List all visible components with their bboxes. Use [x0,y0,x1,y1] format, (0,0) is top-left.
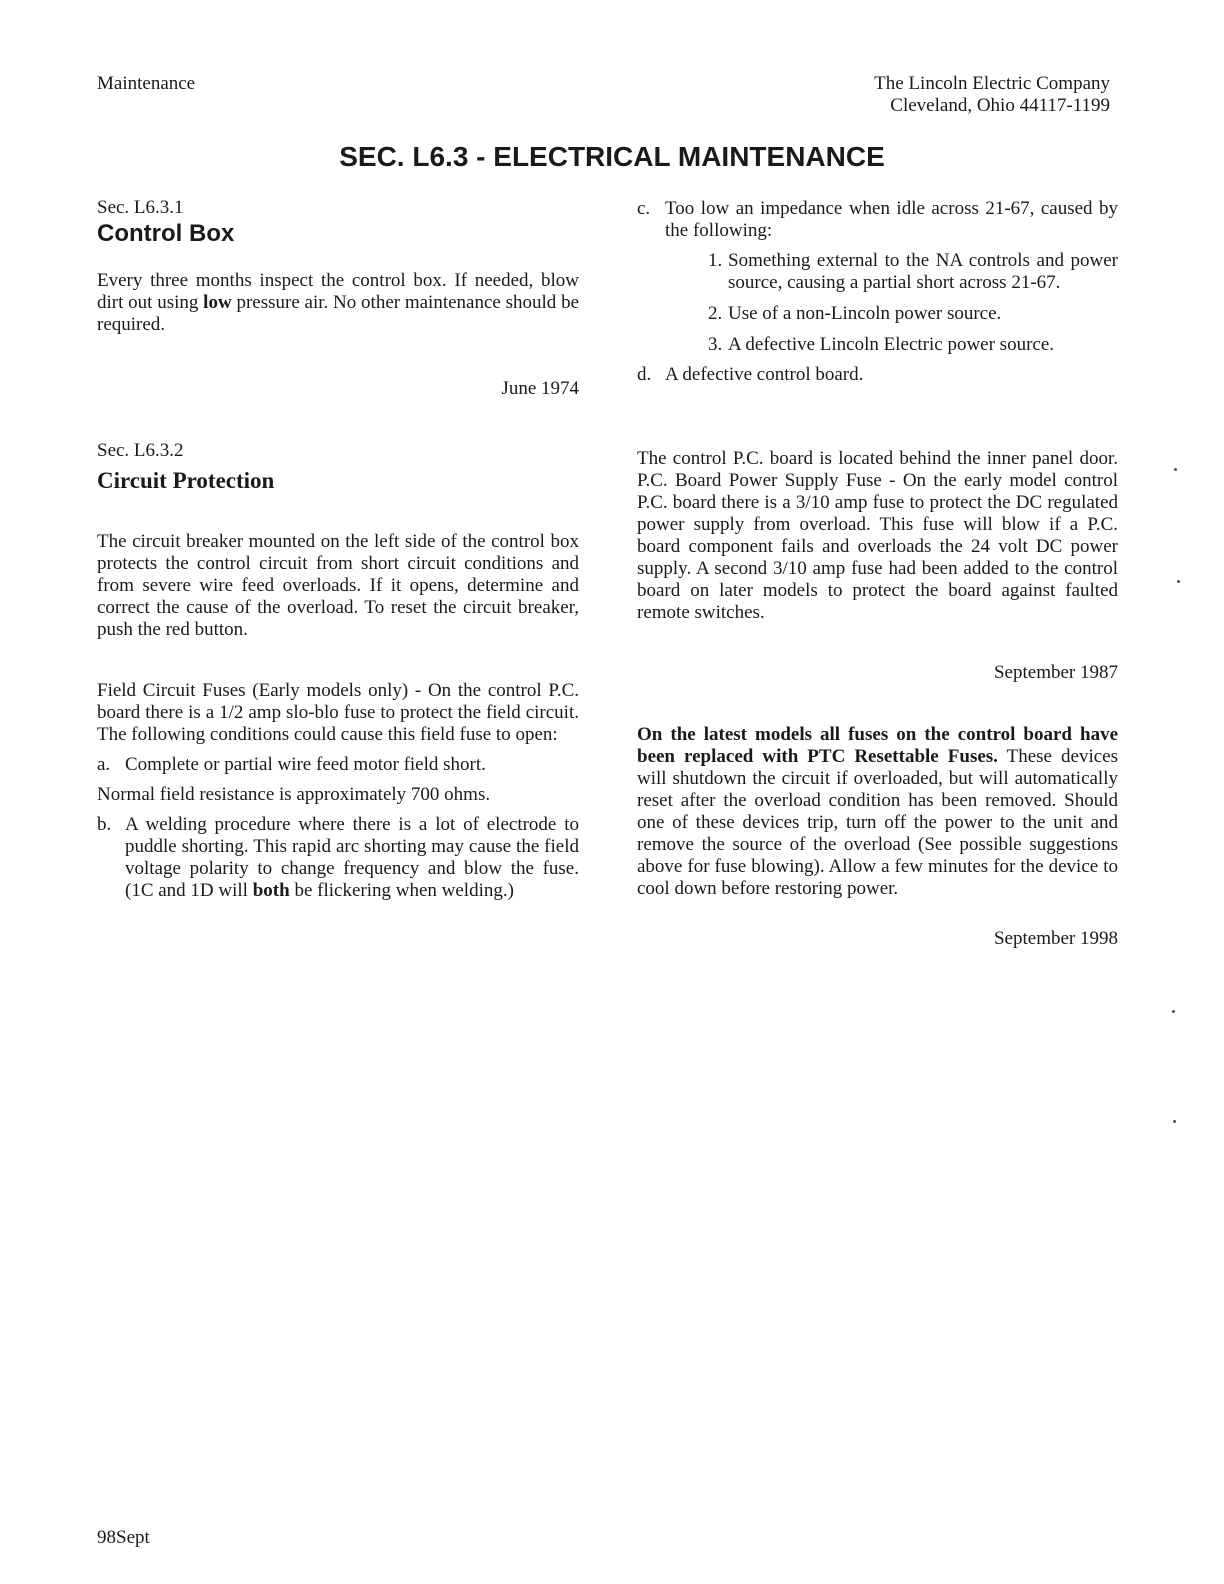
sec2-number: Sec. L6.3.2 [97,440,184,461]
sec2-paragraph-breaker: The circuit breaker mounted on the left side of the control box protects the control circuit from short circuit conditions and from severe wire feed overloads. If it opens, determine and correct the cause of the overload. To reset the circuit breaker, push the red button. [97,531,579,640]
list-text-d: A defective control board. [665,364,864,385]
list-item-a [97,754,579,776]
sec1-heading: Control Box [97,220,235,247]
list-text-a: Complete or partial wire feed motor field short. [125,754,486,775]
list-label-a: a. [97,754,111,775]
sec1-block [97,197,579,336]
scan-speck [1173,1120,1176,1123]
page-title: SEC. L6.3 - ELECTRICAL MAINTENANCE [339,141,885,172]
list-text-b-bold: both [252,880,290,901]
sublist-label-3: 3. [708,334,723,355]
ptc-fuse-bold: On the latest models all fuses on the control board have been replaced with PTC Resettable Fuses. [637,724,1118,767]
sec2-header [97,440,579,495]
field-resistance-note: Normal field resistance is approximately 700 ohms. [97,784,491,805]
sublist-label-1: 1. [708,250,723,271]
sublist-text-2: Use of a non-Lincoln power source. [728,303,1002,324]
list-text-c: Too low an impedance when idle across 21-67, caused by the following: [665,198,1118,241]
sec2-heading: Circuit Protection [97,468,275,493]
field-fuse-intro: Field Circuit Fuses (Early models only) - On the control P.C. board there is a 1/2 amp slo-blo fuse to protect the field circuit. The following conditions could cause this field fuse to open: [97,680,579,745]
header-section-label: Maintenance [97,73,196,94]
ptc-fuse-paragraph [637,724,1118,900]
sublist-text-1: Something external to the NA controls and power source, causing a partial short across 21-67. [728,250,1118,293]
list-item-b [97,814,579,902]
sublist-text-3: A defective Lincoln Electric power source. [728,334,1055,355]
sublist-item-2 [637,303,1118,325]
list-item-d [637,364,1118,386]
date-september-1987: September 1987 [993,662,1118,683]
page-footer-code: 98Sept [97,1527,150,1548]
company-name: The Lincoln Electric Company [874,73,1110,94]
right-list-block [637,198,1118,386]
sublist-item-3 [637,334,1118,356]
sec1-paragraph [97,270,579,336]
list-label-b: b. [97,814,112,835]
sec1-text-after: pressure air. No other maintenance should be required. [97,292,580,335]
date-september-1998: September 1998 [993,928,1118,949]
list-item-c [637,198,1118,242]
list-label-c: c. [637,198,651,219]
sec1-text-before: Every three months inspect the control box. If needed, blow dirt out using [97,270,579,313]
list-text-b-after: be flickering when welding.) [289,880,514,901]
scan-speck [1174,468,1177,471]
sec1-number: Sec. L6.3.1 [97,197,184,218]
scan-speck [1172,1010,1175,1013]
sublist-item-1 [637,250,1118,294]
list-label-d: d. [637,364,652,385]
field-fuse-block [97,680,579,902]
ptc-fuse-text: These devices will shutdown the circuit if overloaded, but will automatically reset after the overload condition has been removed. Should one of these devices trip, turn off the power to the unit and remove the source of the overload (See possible suggestions above for fuse blowing). Allow a few minutes for the device to cool down before restoring power. [637,746,1118,899]
company-address: Cleveland, Ohio 44117-1199 [890,95,1110,116]
list-text-b-before: A welding procedure where there is a lot of electrode to puddle shorting. This rapid arc shorting may cause the field voltage polarity to change frequency and blow the fuse. (1C and 1D will [125,814,579,901]
sec1-text-bold: low [203,292,232,313]
scan-speck [1177,580,1180,583]
sec1-date: June 1974 [501,378,579,399]
header-company-block [700,73,1110,117]
control-board-paragraph: The control P.C. board is located behind the inner panel door. P.C. Board Power Supply Fuse - On the early model control P.C. board there is a 3/10 amp fuse to protect the DC regulated power supply from overload. This fuse will blow if a P.C. board component fails and overloads the 24 volt DC power supply. A second 3/10 amp fuse had been added to the control board on later models to protect the board against faulted remote switches. [637,448,1118,623]
sublist-label-2: 2. [708,303,723,324]
